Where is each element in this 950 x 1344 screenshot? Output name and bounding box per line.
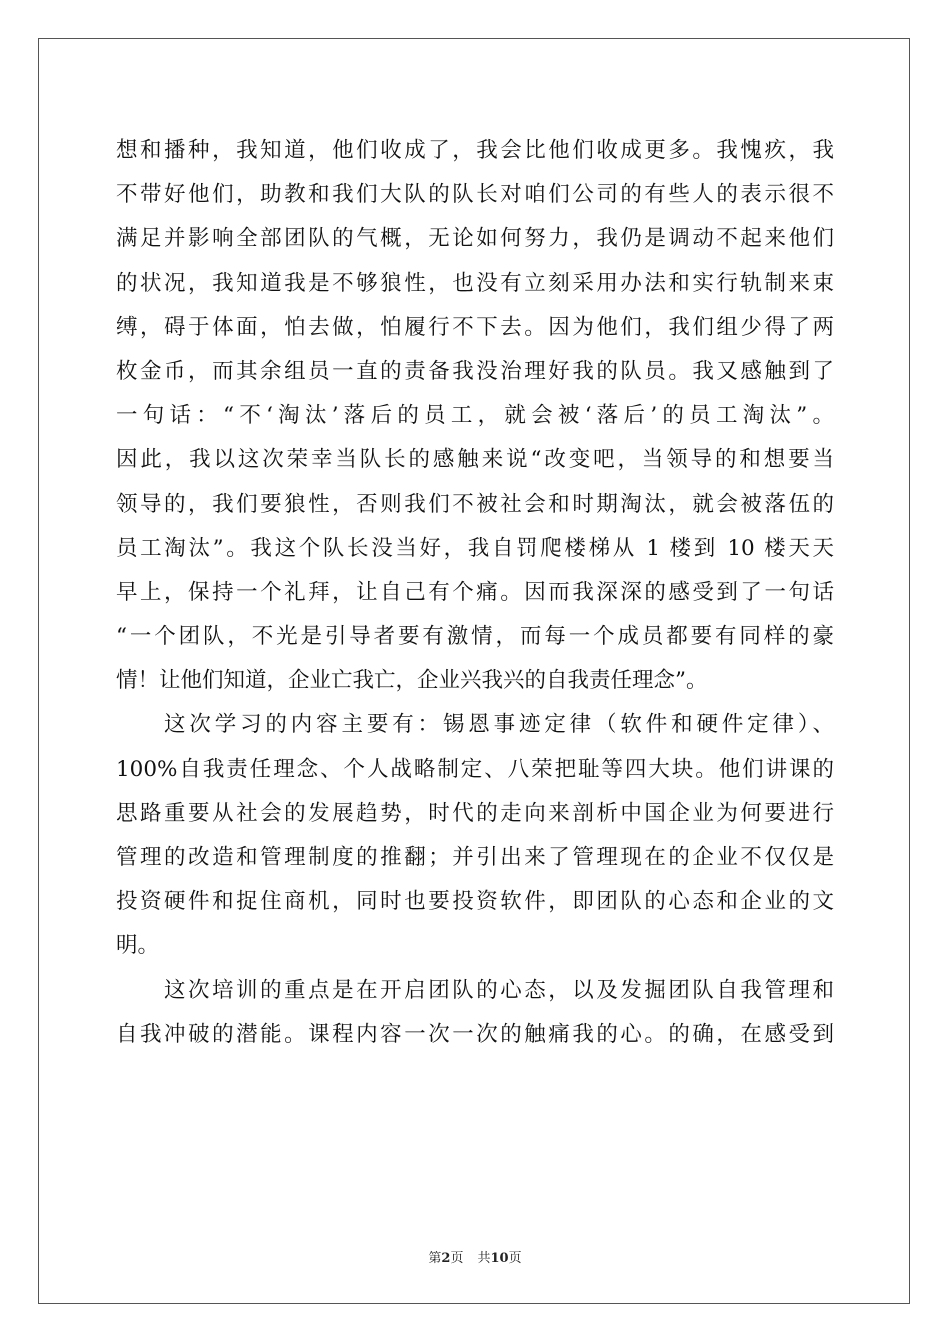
text-line: 一句话：“不‘淘汰’落后的员工，就会被‘落后’的员工淘汰”。	[116, 403, 834, 429]
page-footer	[0, 1247, 950, 1266]
total-suffix: 页	[508, 1251, 522, 1266]
page-number: 2	[441, 1251, 451, 1266]
text-line: 思路重要从社会的发展趋势，时代的走向来剖析中国企业为何要进行	[116, 800, 834, 826]
text-line: 缚，碍于体面，怕去做，怕履行不下去。因为他们，我们组少得了两	[116, 314, 834, 340]
text-line: 领导的，我们要狼性，否则我们不被社会和时期淘汰，就会被落伍的	[116, 491, 834, 517]
text-line: 不带好他们，助教和我们大队的队长对咱们公司的有些人的表示很不	[116, 182, 834, 208]
page-prefix: 第	[428, 1251, 442, 1266]
page-suffix: 页	[450, 1251, 464, 1266]
text-line: 管理的改造和管理制度的推翻；并引出来了管理现在的企业不仅仅是	[116, 845, 834, 870]
text-line: 员工淘汰”。我这个队长没当好，我自罚爬楼梯从 1 楼到 10 楼天天	[116, 535, 834, 561]
document-body	[116, 129, 834, 1057]
paragraph-first-line: 这次培训的重点是在开启团队的心态，以及发掘团队自我管理和	[164, 977, 834, 1003]
text-line: 的状况，我知道我是不够狼性，也没有立刻采用办法和实行轨制来束	[116, 270, 834, 296]
total-pages: 10	[490, 1251, 509, 1266]
text-line: 100%自我责任理念、个人战略制定、八荣把耻等四大块。他们讲课的	[116, 756, 834, 782]
text-line: 满足并影响全部团队的气概，无论如何努力，我仍是调动不起来他们	[116, 226, 834, 252]
text-line: 投资硬件和捉住商机，同时也要投资软件，即团队的心态和企业的文	[116, 889, 834, 915]
text-line: 明。	[116, 933, 160, 959]
text-line: 早上，保持一个礼拜，让自己有个痛。因而我深深的感受到了一句话	[116, 579, 834, 605]
text-line: 情！让他们知道，企业亡我亡，企业兴我兴的自我责任理念”。	[116, 668, 708, 694]
total-prefix: 共	[477, 1251, 491, 1266]
text-line: 因此，我以这次荣幸当队长的感触来说“改变吧，当领导的和想要当	[116, 447, 834, 473]
text-line: 想和播种，我知道，他们收成了，我会比他们收成更多。我愧疚，我	[116, 138, 834, 163]
text-line: “一个团队，不光是引导者要有激情，而每一个成员都要有同样的豪	[116, 624, 834, 650]
text-line: 自我冲破的潜能。课程内容一次一次的触痛我的心。的确，在感受到	[116, 1021, 834, 1047]
text-line: 枚金币，而其余组员一直的责备我没治理好我的队员。我又感触到了	[116, 358, 834, 384]
paragraph-first-line: 这次学习的内容主要有：锡恩事迹定律（软件和硬件定律）、	[164, 712, 834, 738]
